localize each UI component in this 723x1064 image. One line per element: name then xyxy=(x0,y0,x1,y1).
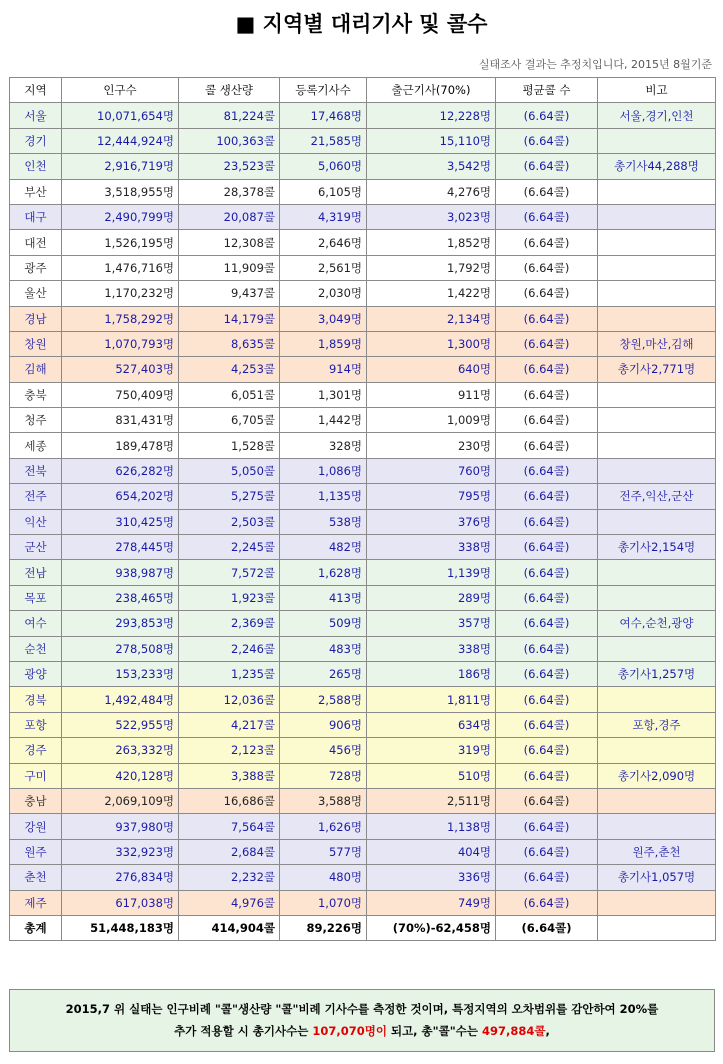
cell-region: 전북 xyxy=(10,458,62,483)
cell-region: 청주 xyxy=(10,408,62,433)
table-row xyxy=(10,103,716,128)
cell-avg: (6.64콜) xyxy=(496,890,598,915)
table-row xyxy=(10,357,716,382)
cell-pop: 293,853명 xyxy=(62,611,179,636)
cell-region: 여수 xyxy=(10,611,62,636)
cell-calls: 14,179콜 xyxy=(179,306,280,331)
cell-pop: 12,444,924명 xyxy=(62,128,179,153)
cell-reg: 577명 xyxy=(280,839,367,864)
table-row xyxy=(10,636,716,661)
cell-work: 3,023명 xyxy=(367,204,496,229)
cell-calls: 5,275콜 xyxy=(179,484,280,509)
table-row xyxy=(10,535,716,560)
cell-note xyxy=(598,230,716,255)
cell-note xyxy=(598,382,716,407)
table-row xyxy=(10,915,716,940)
cell-work: 338명 xyxy=(367,636,496,661)
cell-avg: (6.64콜) xyxy=(496,408,598,433)
cell-work: 911명 xyxy=(367,382,496,407)
cell-calls: 8,635콜 xyxy=(179,331,280,356)
column-header: 출근기사(70%) xyxy=(367,78,496,103)
cell-avg: (6.64콜) xyxy=(496,611,598,636)
column-header: 인구수 xyxy=(62,78,179,103)
cell-note xyxy=(598,281,716,306)
cell-note: 원주,춘천 xyxy=(598,839,716,864)
cell-avg: (6.64콜) xyxy=(496,814,598,839)
cell-note: 총기사2,771명 xyxy=(598,357,716,382)
cell-avg: (6.64콜) xyxy=(496,915,598,940)
cell-calls: 2,245콜 xyxy=(179,535,280,560)
cell-region: 인천 xyxy=(10,154,62,179)
cell-pop: 626,282명 xyxy=(62,458,179,483)
cell-avg: (6.64콜) xyxy=(496,281,598,306)
cell-pop: 831,431명 xyxy=(62,408,179,433)
cell-work: 1,138명 xyxy=(367,814,496,839)
cell-avg: (6.64콜) xyxy=(496,458,598,483)
cell-note xyxy=(598,636,716,661)
cell-note xyxy=(598,509,716,534)
cell-pop: 1,492,484명 xyxy=(62,687,179,712)
cell-work: 2,511명 xyxy=(367,788,496,813)
cell-calls: 11,909콜 xyxy=(179,255,280,280)
cell-avg: (6.64콜) xyxy=(496,382,598,407)
table-row xyxy=(10,230,716,255)
cell-reg: 1,070명 xyxy=(280,890,367,915)
cell-work: 749명 xyxy=(367,890,496,915)
cell-region: 대전 xyxy=(10,230,62,255)
cell-work: 336명 xyxy=(367,865,496,890)
cell-note xyxy=(598,788,716,813)
cell-calls: 81,224콜 xyxy=(179,103,280,128)
cell-region: 익산 xyxy=(10,509,62,534)
cell-avg: (6.64콜) xyxy=(496,763,598,788)
cell-note xyxy=(598,915,716,940)
cell-region: 부산 xyxy=(10,179,62,204)
cell-pop: 750,409명 xyxy=(62,382,179,407)
table-row xyxy=(10,585,716,610)
cell-avg: (6.64콜) xyxy=(496,839,598,864)
cell-note xyxy=(598,890,716,915)
cell-work: 1,422명 xyxy=(367,281,496,306)
table-row xyxy=(10,306,716,331)
cell-pop: 238,465명 xyxy=(62,585,179,610)
cell-pop: 3,518,955명 xyxy=(62,179,179,204)
cell-pop: 938,987명 xyxy=(62,560,179,585)
cell-pop: 2,490,799명 xyxy=(62,204,179,229)
cell-avg: (6.64콜) xyxy=(496,103,598,128)
cell-region: 세종 xyxy=(10,433,62,458)
cell-pop: 2,916,719명 xyxy=(62,154,179,179)
table-row xyxy=(10,281,716,306)
cell-reg: 1,442명 xyxy=(280,408,367,433)
cell-reg: 1,626명 xyxy=(280,814,367,839)
cell-work: 230명 xyxy=(367,433,496,458)
cell-work: 795명 xyxy=(367,484,496,509)
cell-reg: 1,135명 xyxy=(280,484,367,509)
cell-avg: (6.64콜) xyxy=(496,484,598,509)
cell-reg: 538명 xyxy=(280,509,367,534)
cell-region: 창원 xyxy=(10,331,62,356)
table-row xyxy=(10,154,716,179)
cell-reg: 482명 xyxy=(280,535,367,560)
cell-calls: 7,572콜 xyxy=(179,560,280,585)
cell-work: 760명 xyxy=(367,458,496,483)
table-row xyxy=(10,611,716,636)
cell-reg: 456명 xyxy=(280,738,367,763)
cell-reg: 2,030명 xyxy=(280,281,367,306)
cell-calls: 6,705콜 xyxy=(179,408,280,433)
cell-region: 경북 xyxy=(10,687,62,712)
cell-reg: 3,588명 xyxy=(280,788,367,813)
cell-calls: 28,378콜 xyxy=(179,179,280,204)
cell-reg: 1,301명 xyxy=(280,382,367,407)
cell-region: 군산 xyxy=(10,535,62,560)
cell-avg: (6.64콜) xyxy=(496,230,598,255)
cell-reg: 2,561명 xyxy=(280,255,367,280)
cell-reg: 4,319명 xyxy=(280,204,367,229)
cell-region: 총계 xyxy=(10,915,62,940)
table-row xyxy=(10,458,716,483)
cell-note xyxy=(598,560,716,585)
cell-reg: 2,646명 xyxy=(280,230,367,255)
cell-pop: 1,070,793명 xyxy=(62,331,179,356)
cell-note: 총기사1,257명 xyxy=(598,661,716,686)
cell-reg: 1,086명 xyxy=(280,458,367,483)
cell-note: 포항,경주 xyxy=(598,712,716,737)
cell-avg: (6.64콜) xyxy=(496,712,598,737)
cell-region: 광주 xyxy=(10,255,62,280)
table-row xyxy=(10,839,716,864)
cell-pop: 654,202명 xyxy=(62,484,179,509)
cell-reg: 509명 xyxy=(280,611,367,636)
cell-calls: 4,976콜 xyxy=(179,890,280,915)
column-header: 콜 생산량 xyxy=(179,78,280,103)
table-row xyxy=(10,433,716,458)
cell-avg: (6.64콜) xyxy=(496,331,598,356)
cell-avg: (6.64콜) xyxy=(496,687,598,712)
cell-reg: 483명 xyxy=(280,636,367,661)
cell-reg: 413명 xyxy=(280,585,367,610)
cell-reg: 914명 xyxy=(280,357,367,382)
cell-reg: 2,588명 xyxy=(280,687,367,712)
column-header: 비고 xyxy=(598,78,716,103)
table-row xyxy=(10,484,716,509)
cell-note xyxy=(598,179,716,204)
column-header: 평균콜 수 xyxy=(496,78,598,103)
table-row xyxy=(10,128,716,153)
cell-region: 춘천 xyxy=(10,865,62,890)
cell-pop: 278,445명 xyxy=(62,535,179,560)
cell-reg: 89,226명 xyxy=(280,915,367,940)
cell-avg: (6.64콜) xyxy=(496,179,598,204)
cell-region: 전주 xyxy=(10,484,62,509)
cell-region: 대구 xyxy=(10,204,62,229)
cell-note: 총기사1,057명 xyxy=(598,865,716,890)
cell-note xyxy=(598,814,716,839)
cell-pop: 617,038명 xyxy=(62,890,179,915)
cell-calls: 12,308콜 xyxy=(179,230,280,255)
cell-avg: (6.64콜) xyxy=(496,636,598,661)
footer-total-calls: 497,884콜 xyxy=(481,1024,546,1038)
cell-pop: 263,332명 xyxy=(62,738,179,763)
footer-total-drivers: 107,070명이 xyxy=(312,1024,387,1038)
table-row xyxy=(10,865,716,890)
footer-text-c: 되고, 총"콜"수는 xyxy=(386,1024,482,1038)
table-body xyxy=(10,103,716,941)
cell-work: 289명 xyxy=(367,585,496,610)
cell-region: 광양 xyxy=(10,661,62,686)
cell-calls: 414,904콜 xyxy=(179,915,280,940)
cell-calls: 3,388콜 xyxy=(179,763,280,788)
cell-pop: 153,233명 xyxy=(62,661,179,686)
cell-region: 충남 xyxy=(10,788,62,813)
cell-calls: 4,253콜 xyxy=(179,357,280,382)
footer-line-2 xyxy=(10,1020,714,1042)
table-row xyxy=(10,509,716,534)
cell-pop: 10,071,654명 xyxy=(62,103,179,128)
cell-calls: 9,437콜 xyxy=(179,281,280,306)
cell-calls: 5,050콜 xyxy=(179,458,280,483)
cell-pop: 420,128명 xyxy=(62,763,179,788)
cell-note xyxy=(598,585,716,610)
cell-avg: (6.64콜) xyxy=(496,661,598,686)
cell-region: 경남 xyxy=(10,306,62,331)
cell-region: 구미 xyxy=(10,763,62,788)
cell-region: 경주 xyxy=(10,738,62,763)
cell-work: 4,276명 xyxy=(367,179,496,204)
table-row xyxy=(10,179,716,204)
cell-pop: 522,955명 xyxy=(62,712,179,737)
cell-pop: 527,403명 xyxy=(62,357,179,382)
cell-note xyxy=(598,738,716,763)
cell-avg: (6.64콜) xyxy=(496,357,598,382)
column-header: 지역 xyxy=(10,78,62,103)
cell-work: 404명 xyxy=(367,839,496,864)
cell-work: 1,139명 xyxy=(367,560,496,585)
cell-work: 12,228명 xyxy=(367,103,496,128)
cell-avg: (6.64콜) xyxy=(496,560,598,585)
cell-region: 제주 xyxy=(10,890,62,915)
table-row xyxy=(10,788,716,813)
footer-line-1: 2015,7 위 실태는 인구비례 "콜"생산량 "콜"비례 기사수를 측정한 것이며, 특정지역의 오차범위를 감안하여 20%를 xyxy=(65,1002,659,1016)
cell-note: 총기사2,154명 xyxy=(598,535,716,560)
cell-note: 창원,마산,김해 xyxy=(598,331,716,356)
table-row xyxy=(10,763,716,788)
cell-reg: 21,585명 xyxy=(280,128,367,153)
cell-work: 2,134명 xyxy=(367,306,496,331)
cell-note xyxy=(598,306,716,331)
cell-work: (70%)-62,458명 xyxy=(367,915,496,940)
cell-note: 총기사44,288명 xyxy=(598,154,716,179)
cell-reg: 1,859명 xyxy=(280,331,367,356)
cell-calls: 2,246콜 xyxy=(179,636,280,661)
cell-pop: 332,923명 xyxy=(62,839,179,864)
cell-region: 원주 xyxy=(10,839,62,864)
cell-pop: 310,425명 xyxy=(62,509,179,534)
cell-pop: 1,476,716명 xyxy=(62,255,179,280)
cell-reg: 265명 xyxy=(280,661,367,686)
cell-work: 357명 xyxy=(367,611,496,636)
cell-calls: 2,123콜 xyxy=(179,738,280,763)
cell-note xyxy=(598,433,716,458)
footer-text-e: , xyxy=(545,1024,550,1038)
cell-avg: (6.64콜) xyxy=(496,154,598,179)
cell-avg: (6.64콜) xyxy=(496,585,598,610)
cell-avg: (6.64콜) xyxy=(496,433,598,458)
cell-work: 319명 xyxy=(367,738,496,763)
cell-calls: 100,363콜 xyxy=(179,128,280,153)
table-row xyxy=(10,331,716,356)
table-row xyxy=(10,661,716,686)
cell-reg: 1,628명 xyxy=(280,560,367,585)
cell-avg: (6.64콜) xyxy=(496,865,598,890)
cell-reg: 3,049명 xyxy=(280,306,367,331)
cell-region: 순천 xyxy=(10,636,62,661)
cell-reg: 5,060명 xyxy=(280,154,367,179)
cell-pop: 278,508명 xyxy=(62,636,179,661)
cell-pop: 276,834명 xyxy=(62,865,179,890)
cell-work: 1,792명 xyxy=(367,255,496,280)
cell-region: 김해 xyxy=(10,357,62,382)
cell-calls: 4,217콜 xyxy=(179,712,280,737)
cell-calls: 2,503콜 xyxy=(179,509,280,534)
table-row xyxy=(10,890,716,915)
cell-work: 186명 xyxy=(367,661,496,686)
cell-avg: (6.64콜) xyxy=(496,788,598,813)
cell-pop: 1,526,195명 xyxy=(62,230,179,255)
cell-note: 전주,익산,군산 xyxy=(598,484,716,509)
cell-region: 포항 xyxy=(10,712,62,737)
cell-avg: (6.64콜) xyxy=(496,535,598,560)
cell-region: 목포 xyxy=(10,585,62,610)
cell-note xyxy=(598,408,716,433)
cell-pop: 1,170,232명 xyxy=(62,281,179,306)
table-row xyxy=(10,382,716,407)
footer-text-a: 추가 적용할 시 총기사수는 xyxy=(174,1024,313,1038)
footer-note xyxy=(9,989,715,1052)
survey-note: 실태조사 결과는 추정치입니다, 2015년 8월기준 xyxy=(478,58,712,71)
cell-pop: 189,478명 xyxy=(62,433,179,458)
region-table xyxy=(9,77,716,941)
cell-region: 경기 xyxy=(10,128,62,153)
cell-region: 전남 xyxy=(10,560,62,585)
cell-avg: (6.64콜) xyxy=(496,204,598,229)
cell-note xyxy=(598,458,716,483)
cell-avg: (6.64콜) xyxy=(496,306,598,331)
table-row xyxy=(10,712,716,737)
cell-calls: 12,036콜 xyxy=(179,687,280,712)
column-header: 등록기사수 xyxy=(280,78,367,103)
cell-work: 634명 xyxy=(367,712,496,737)
cell-region: 충북 xyxy=(10,382,62,407)
table-row xyxy=(10,687,716,712)
cell-calls: 1,235콜 xyxy=(179,661,280,686)
cell-pop: 1,758,292명 xyxy=(62,306,179,331)
cell-pop: 2,069,109명 xyxy=(62,788,179,813)
cell-work: 1,811명 xyxy=(367,687,496,712)
cell-note: 서울,경기,인천 xyxy=(598,103,716,128)
cell-note xyxy=(598,204,716,229)
cell-region: 울산 xyxy=(10,281,62,306)
cell-note: 여수,순천,광양 xyxy=(598,611,716,636)
cell-avg: (6.64콜) xyxy=(496,128,598,153)
cell-calls: 7,564콜 xyxy=(179,814,280,839)
cell-work: 1,852명 xyxy=(367,230,496,255)
cell-work: 1,009명 xyxy=(367,408,496,433)
cell-work: 3,542명 xyxy=(367,154,496,179)
cell-note xyxy=(598,128,716,153)
cell-reg: 6,105명 xyxy=(280,179,367,204)
cell-reg: 728명 xyxy=(280,763,367,788)
cell-region: 강원 xyxy=(10,814,62,839)
cell-work: 376명 xyxy=(367,509,496,534)
cell-pop: 51,448,183명 xyxy=(62,915,179,940)
table-header-row xyxy=(10,78,716,103)
table-row xyxy=(10,408,716,433)
page-title: ■ 지역별 대리기사 및 콜수 xyxy=(235,12,488,36)
cell-note: 총기사2,090명 xyxy=(598,763,716,788)
cell-work: 1,300명 xyxy=(367,331,496,356)
cell-pop: 937,980명 xyxy=(62,814,179,839)
cell-calls: 20,087콜 xyxy=(179,204,280,229)
cell-calls: 2,232콜 xyxy=(179,865,280,890)
cell-work: 15,110명 xyxy=(367,128,496,153)
cell-calls: 1,528콜 xyxy=(179,433,280,458)
table-row xyxy=(10,814,716,839)
cell-reg: 328명 xyxy=(280,433,367,458)
cell-reg: 17,468명 xyxy=(280,103,367,128)
cell-avg: (6.64콜) xyxy=(496,738,598,763)
cell-work: 510명 xyxy=(367,763,496,788)
cell-note xyxy=(598,255,716,280)
cell-region: 서울 xyxy=(10,103,62,128)
cell-note xyxy=(598,687,716,712)
table-row xyxy=(10,738,716,763)
cell-avg: (6.64콜) xyxy=(496,509,598,534)
cell-work: 640명 xyxy=(367,357,496,382)
table-row xyxy=(10,255,716,280)
cell-work: 338명 xyxy=(367,535,496,560)
cell-reg: 906명 xyxy=(280,712,367,737)
cell-reg: 480명 xyxy=(280,865,367,890)
cell-calls: 2,369콜 xyxy=(179,611,280,636)
table-row xyxy=(10,204,716,229)
cell-calls: 2,684콜 xyxy=(179,839,280,864)
cell-calls: 1,923콜 xyxy=(179,585,280,610)
cell-avg: (6.64콜) xyxy=(496,255,598,280)
table-row xyxy=(10,560,716,585)
cell-calls: 23,523콜 xyxy=(179,154,280,179)
cell-calls: 16,686콜 xyxy=(179,788,280,813)
cell-calls: 6,051콜 xyxy=(179,382,280,407)
